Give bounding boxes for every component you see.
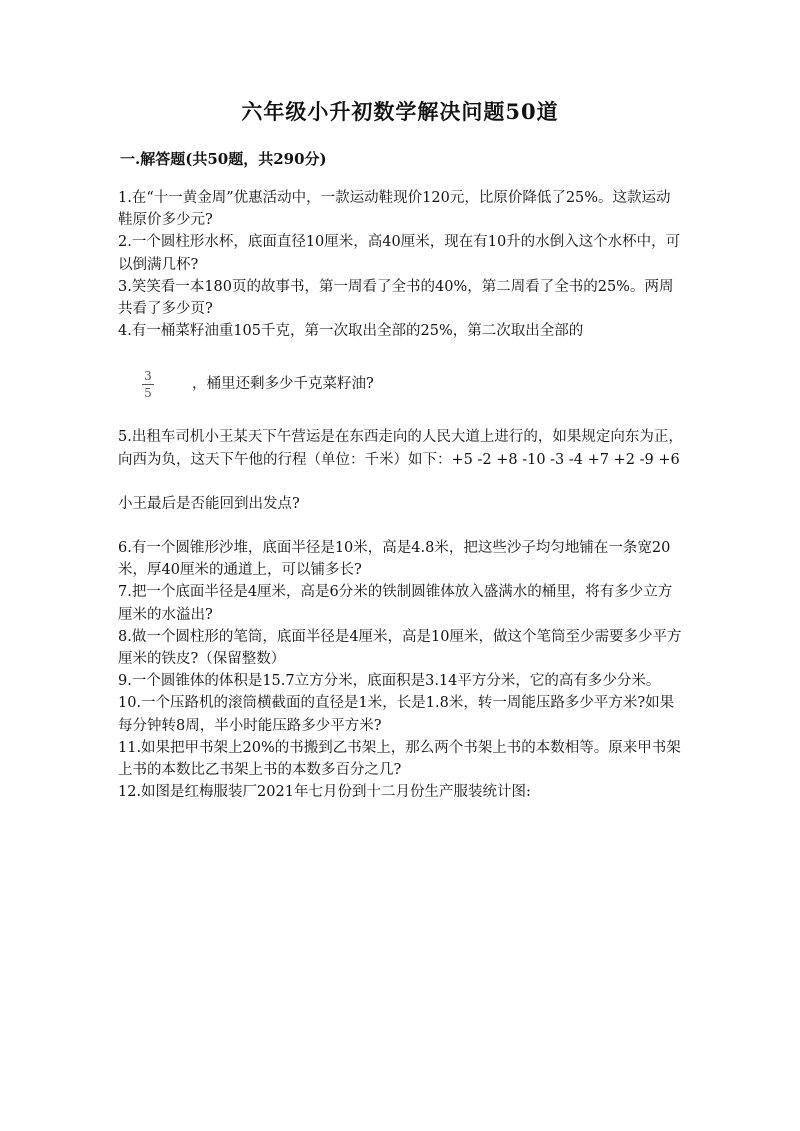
- section-heading: 一.解答题(共50题，共290分): [120, 150, 327, 168]
- question-9: 9.一个圆锥体的体积是15.7立方分米，底面积是3.14平方分米，它的高有多少分米。: [118, 673, 661, 690]
- question-6: 6.有一个圆锥形沙堆，底面半径是10米，高是4.8米，把这些沙子均匀地铺在一条宽20米，厚40厘米的通道上，可以铺多长?: [118, 540, 671, 579]
- question-8: 8.做一个圆柱形的笔筒，底面半径是4厘米，高是10厘米，做这个笔筒至少需要多少平方厘米的铁皮?（保留整数）: [118, 628, 682, 668]
- question-5-part-b: 小王最后是否能回到出发点?: [118, 495, 300, 512]
- question-4-fraction-line: [118, 342, 683, 426]
- fraction-denominator: 5: [144, 385, 152, 400]
- question-1: 1.在“十一黄金周”优惠活动中，一款运动鞋现价120元，比原价降低了25%。这款运动鞋原价多少元?: [118, 190, 671, 229]
- page-title: 六年级小升初数学解决问题50道: [241, 99, 559, 124]
- spacer: [118, 515, 683, 537]
- fraction-numerator: 3: [144, 368, 152, 383]
- question-2: 2.一个圆柱形水杯，底面直径10厘米，高40厘米，现在有10升的水倒入这个水杯中，可以倒满几杯?: [118, 234, 681, 273]
- question-10: 10.一个压路机的滚筒横截面的直径是1米，长是1.8米，转一周能压路多少平方米?如果每分钟转8周，半小时能压路多少平方米?: [118, 695, 675, 734]
- question-5-part-a: 5.出租车司机小王某天下午营运是在东西走向的人民大道上进行的，如果规定向东为正，向西为负，这天下午他的行程（单位：千米）如下：+5 -2 +8 -10 -3 -4 +7 +2 -9 +6: [118, 429, 683, 468]
- question-4-part-a: 4.有一桶菜籽油重105千克，第一次取出全部的25%，第二次取出全部的: [118, 323, 584, 340]
- fraction-bar: [142, 384, 154, 385]
- fraction-three-fifths: [142, 369, 154, 400]
- question-7: 7.把一个底面半径是4厘米，高是6分米的铁制圆锥体放入盛满水的桶里，将有多少立方厘米的水溢出?: [118, 584, 673, 623]
- question-3: 3.笑笑看一本180页的故事书，第一周看了全书的40%，第二周看了全书的25%。两周共看了多少页?: [118, 278, 674, 318]
- question-list: [118, 187, 683, 803]
- question-12: 12.如图是红梅服装厂2021年七月份到十二月份生产服装统计图:: [118, 784, 531, 801]
- spacer: [118, 471, 683, 493]
- question-11: 11.如果把甲书架上20%的书搬到乙书架上，那么两个书架上书的本数相等。原来甲书架上书的本数比乙书架上书的本数多百分之几?: [118, 739, 681, 779]
- question-4-part-b: ，桶里还剩多少千克菜籽油?: [192, 376, 374, 393]
